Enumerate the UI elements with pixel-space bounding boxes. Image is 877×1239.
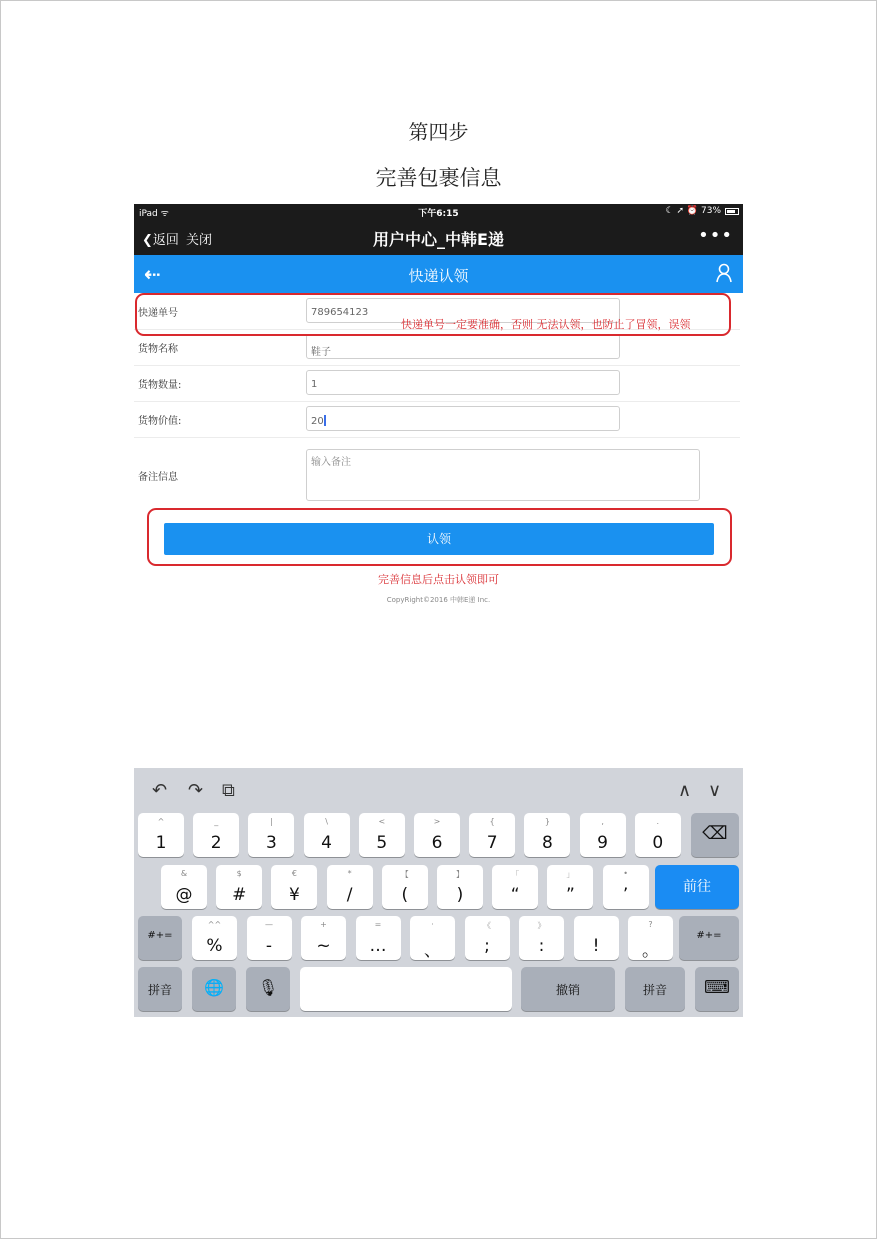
title-bar [134, 220, 743, 255]
key-main-label: 3 [265, 833, 277, 853]
key-alt-label: 】 [456, 870, 464, 879]
paste-icon[interactable]: ⧉ [222, 780, 235, 801]
undo-icon[interactable]: ↶ [152, 780, 168, 801]
remark-label: 备注信息 [138, 472, 178, 483]
price-label: 货物价值: [138, 416, 182, 427]
key-0[interactable] [635, 813, 681, 857]
key-…[interactable] [356, 916, 401, 960]
keyboard-hide-icon[interactable] [695, 967, 739, 1011]
key-4[interactable] [304, 813, 350, 857]
key-alt-label: \ [325, 817, 328, 826]
key-1[interactable] [138, 813, 184, 857]
key-alt-label: { [489, 817, 495, 826]
key-label: 🎙 [257, 978, 279, 997]
symbols-key-right[interactable] [679, 916, 739, 960]
app-title: 用户中心_中韩E递 [373, 230, 504, 249]
key-alt-label: _ [214, 817, 219, 826]
key-alt-label: = [374, 920, 382, 929]
key-main-label: ” [565, 885, 575, 905]
key-~[interactable] [301, 916, 346, 960]
key-main-label: ; [484, 936, 490, 956]
key-”[interactable] [547, 865, 593, 909]
key-alt-label: & [180, 869, 188, 878]
key-2[interactable] [193, 813, 239, 857]
claim-button[interactable]: 认领 [164, 523, 714, 555]
key-main-label: “ [510, 885, 520, 905]
key-8[interactable] [524, 813, 570, 857]
key-alt-label: , [601, 817, 604, 826]
key-main-label: ) [456, 885, 464, 905]
key-)[interactable] [437, 865, 483, 909]
remark-textarea[interactable]: 输入备注 [306, 449, 700, 501]
key-6[interactable] [414, 813, 460, 857]
subtitle-heading: 完善包裹信息 [375, 166, 502, 190]
key-alt-label: · [431, 920, 434, 929]
key-alt-label: | [270, 817, 273, 826]
key-main-label: - [265, 936, 273, 956]
key-5[interactable] [359, 813, 405, 857]
key-![interactable] [574, 916, 619, 960]
key-alt-label: + [320, 920, 327, 929]
key-alt-label: 》 [537, 921, 546, 930]
key-main-label: … [369, 936, 387, 956]
key-alt-label: 「 [511, 870, 520, 879]
redo-icon[interactable]: ↷ [188, 780, 204, 801]
key-main-label: / [346, 885, 353, 905]
user-icon[interactable] [715, 263, 733, 283]
key-alt-label: $ [236, 869, 242, 878]
pinyin-key-left[interactable] [138, 967, 182, 1011]
undo-key[interactable] [521, 967, 615, 1011]
key-main-label: ’ [622, 885, 629, 905]
symbols-key-left[interactable] [138, 916, 182, 960]
space-key[interactable] [300, 967, 512, 1011]
key-label: #+= [147, 930, 173, 941]
nav-bar [134, 255, 743, 293]
battery-icon [725, 208, 739, 215]
tracking-input[interactable]: 789654123 [306, 298, 620, 323]
key-alt-label: * [347, 869, 352, 878]
key-9[interactable] [580, 813, 626, 857]
name-input[interactable]: 鞋子 [306, 334, 620, 359]
key-label: ⌫ [702, 823, 728, 844]
key-main-label: % [206, 936, 223, 956]
microphone-icon[interactable] [246, 967, 290, 1011]
key-main-label: 4 [321, 833, 332, 853]
key-main-label: 7 [486, 833, 498, 853]
key-alt-label: > [433, 817, 441, 826]
close-button[interactable]: 关闭 [186, 233, 213, 248]
key-alt-label: 【 [400, 870, 409, 879]
form-row-remark [134, 437, 740, 503]
key-main-label: 5 [376, 833, 388, 853]
key-@[interactable] [161, 865, 207, 909]
key-label: 拼音 [642, 983, 667, 997]
key-main-label: 6 [431, 833, 443, 853]
key-main-label: 0 [652, 833, 664, 853]
key-alt-label: < [378, 817, 386, 826]
key--[interactable] [247, 916, 292, 960]
key-7[interactable] [469, 813, 515, 857]
key-main-label: @ [175, 885, 193, 905]
key-main-label: 9 [597, 833, 608, 853]
key-label: 撤销 [555, 983, 580, 997]
key-alt-label: 《 [483, 921, 491, 930]
key-main-label: 2 [210, 833, 222, 853]
key-alt-label: } [544, 817, 550, 826]
tracking-label: 快递单号 [138, 308, 178, 319]
key-main-label: 1 [155, 833, 167, 853]
clock: 下午6:15 [418, 209, 459, 219]
step-heading: 第四步 [408, 120, 469, 144]
status-bar [134, 204, 743, 220]
key-label: 🌐 [204, 978, 224, 997]
key-’[interactable] [603, 865, 649, 909]
key-alt-label: € [291, 869, 297, 878]
page-title: 快递认领 [408, 267, 469, 285]
key-label: 拼音 [147, 983, 172, 997]
back-button[interactable]: ❮返回 [142, 233, 179, 248]
globe-icon[interactable] [192, 967, 236, 1011]
chevron-down-icon[interactable]: ∨ [708, 780, 722, 801]
onscreen-keyboard [134, 768, 743, 1017]
claim-hint-note: 完善信息后点击认领即可 [378, 573, 499, 586]
status-icons: ☾ ➚ ⏰ 73% [665, 206, 721, 216]
key-main-label: 。 [642, 941, 659, 961]
key-main-label: ! [592, 936, 600, 956]
form-row-price [134, 401, 740, 438]
key-。[interactable] [628, 916, 673, 960]
go-key[interactable]: 前往 [655, 865, 739, 909]
text-caret [324, 415, 326, 426]
copyright-text: CopyRight©2016 中韩E递 Inc. [386, 596, 491, 604]
key-main-label: ~ [316, 936, 331, 956]
key-%[interactable] [192, 916, 237, 960]
key-alt-label: ? [648, 920, 653, 929]
name-label: 货物名称 [138, 344, 178, 355]
tracking-warning-note: 快递单号一定要准确，否则 无法认领，也防止了冒领，误领 [401, 318, 691, 331]
qty-input[interactable]: 1 [306, 370, 620, 395]
device-label: iPad ᯤ [139, 209, 169, 219]
key-、[interactable] [410, 916, 455, 960]
key-main-label: : [538, 936, 545, 956]
form-row-qty [134, 365, 740, 402]
back-arrow-icon[interactable]: ⇠ [144, 262, 161, 286]
pinyin-key-right[interactable] [625, 967, 685, 1011]
qty-label: 货物数量: [138, 380, 182, 391]
key-main-label: 8 [541, 833, 553, 853]
key-;[interactable] [465, 916, 510, 960]
key-“[interactable] [492, 865, 538, 909]
key-([interactable] [382, 865, 428, 909]
key-alt-label: — [265, 920, 273, 929]
key-alt-label: ^ [157, 817, 165, 826]
key-main-label: ¥ [288, 885, 300, 905]
key-:[interactable] [519, 916, 564, 960]
key-/[interactable] [327, 865, 373, 909]
key-main-label: 、 [424, 941, 441, 961]
key-main-label: ( [401, 885, 409, 905]
key-label: ⌨ [704, 977, 730, 998]
backspace-key[interactable] [691, 813, 739, 857]
key-¥[interactable] [271, 865, 317, 909]
price-value: 20 [311, 416, 324, 427]
key-alt-label: 」 [566, 870, 575, 879]
app-screenshot [134, 204, 743, 609]
price-input[interactable] [306, 406, 620, 431]
key-alt-label: ^^ [207, 920, 222, 929]
key-3[interactable] [248, 813, 294, 857]
key-#[interactable] [216, 865, 262, 909]
chevron-up-icon[interactable]: ∧ [678, 780, 692, 801]
key-label: #+= [696, 930, 722, 941]
key-main-label: # [232, 885, 247, 905]
key-alt-label: • [623, 869, 628, 878]
key-alt-label: . [656, 817, 660, 826]
more-icon[interactable]: ••• [698, 225, 733, 246]
